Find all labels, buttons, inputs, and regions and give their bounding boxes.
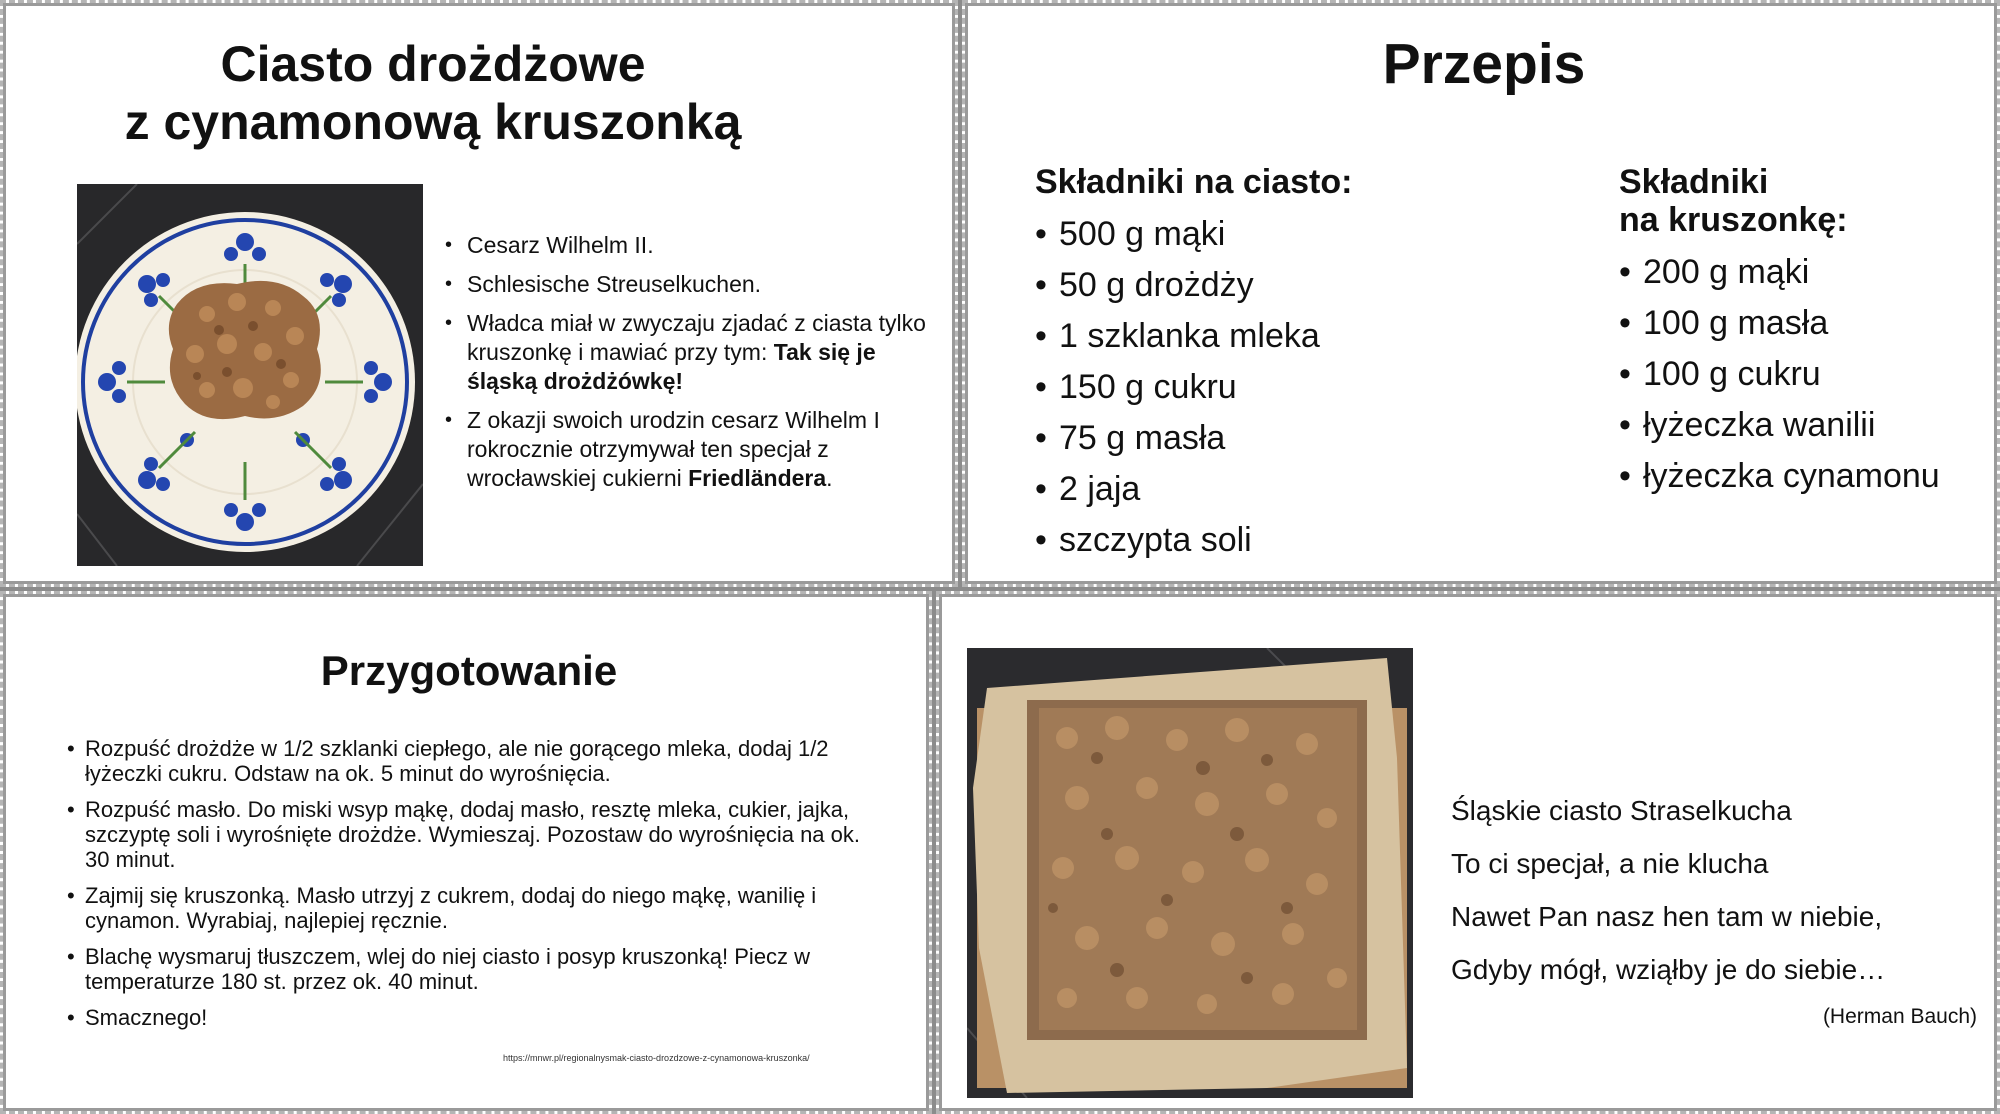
list-item: • Smacznego! [67, 1005, 867, 1030]
slide-preparation [0, 591, 932, 1114]
slide-poem [936, 591, 2000, 1114]
list-item: • 500 g mąki [1035, 209, 1320, 260]
crumble-ingredients-heading: Składniki na kruszonkę: [1619, 163, 1848, 239]
poem-author: (Herman Bauch) [1822, 1005, 1977, 1028]
slide-history [0, 0, 958, 587]
list-item: • Blachę wysmaruj tłuszczem, wlej do niej ciasto i posyp kruszonką! Piecz w temperaturze 180 st. przez ok. 40 minut. [67, 944, 867, 994]
slide-title: Przygotowanie [320, 647, 618, 694]
crumble-ingredients-list [1619, 247, 1940, 502]
list-item: • Z okazji swoich urodzin cesarz Wilhelm I rokrocznie otrzymywał ten specjał z wrocławskiej cukierni Friedländera. [445, 406, 945, 493]
list-item: • Schlesische Streuselkuchen. [445, 270, 945, 299]
slide-recipe [962, 0, 2000, 587]
list-item: • Zajmij się kruszonką. Masło utrzyj z cukrem, dodaj do niego mąkę, wanilię i cynamon. Wyrabiaj, najlepiej ręcznie. [67, 883, 867, 933]
list-item: • 100 g masła [1619, 298, 1940, 349]
list-item: • łyżeczka wanilii [1619, 400, 1940, 451]
cake-on-plate-photo [77, 184, 423, 566]
list-item: • Cesarz Wilhelm II. [445, 231, 945, 260]
history-facts-list [445, 231, 945, 503]
list-item: • 2 jaja [1035, 464, 1320, 515]
preparation-steps-list [67, 736, 867, 1041]
source-link[interactable]: https://mnwr.pl/regionalnysmak-ciasto-drozdzowe-z-cynamonowa-kruszonka/ [503, 1053, 810, 1063]
poem-line: Nawet Pan nasz hen tam w niebie, [1451, 901, 1883, 932]
baked-cake-photo [967, 648, 1413, 1098]
poem [1451, 784, 1885, 996]
list-item: • Rozpuść drożdże w 1/2 szklanki ciepłego, ale nie gorącego mleka, dodaj 1/2 łyżeczki cukru. Odstaw na ok. 5 minut do wyrośnięcia. [67, 736, 867, 786]
list-item: • Władca miał w zwyczaju zjadać z ciasta tylko kruszonkę i mawiać przy tym: Tak się je śląską drożdżówkę! [445, 309, 945, 396]
slide-title: Ciasto drożdżowe z cynamonową kruszonką [124, 36, 742, 150]
list-item: • 75 g masła [1035, 413, 1320, 464]
list-item: • Rozpuść masło. Do miski wsyp mąkę, dodaj masło, resztę mleka, cukier, jajka, szczyptę soli i wyrośnięte drożdże. Wymieszaj. Pozostaw do wyrośnięcia na ok. 30 minut. [67, 797, 867, 872]
list-item: • 1 szklanka mleka [1035, 311, 1320, 362]
list-item: • 200 g mąki [1619, 247, 1940, 298]
list-item: • 50 g drożdży [1035, 260, 1320, 311]
slide-title: Przepis [1382, 32, 1586, 96]
poem-line: Śląskie ciasto Straselkucha [1451, 795, 1792, 826]
list-item: • 100 g cukru [1619, 349, 1940, 400]
poem-line: Gdyby mógł, wziąłby je do siebie… [1451, 954, 1886, 985]
cake-ingredients-heading: Składniki na ciasto: [1035, 163, 1353, 201]
list-item: • szczypta soli [1035, 515, 1320, 566]
cake-ingredients-list [1035, 209, 1320, 566]
poem-line: To ci specjał, a nie klucha [1451, 848, 1769, 879]
list-item: • łyżeczka cynamonu [1619, 451, 1940, 502]
list-item: • 150 g cukru [1035, 362, 1320, 413]
